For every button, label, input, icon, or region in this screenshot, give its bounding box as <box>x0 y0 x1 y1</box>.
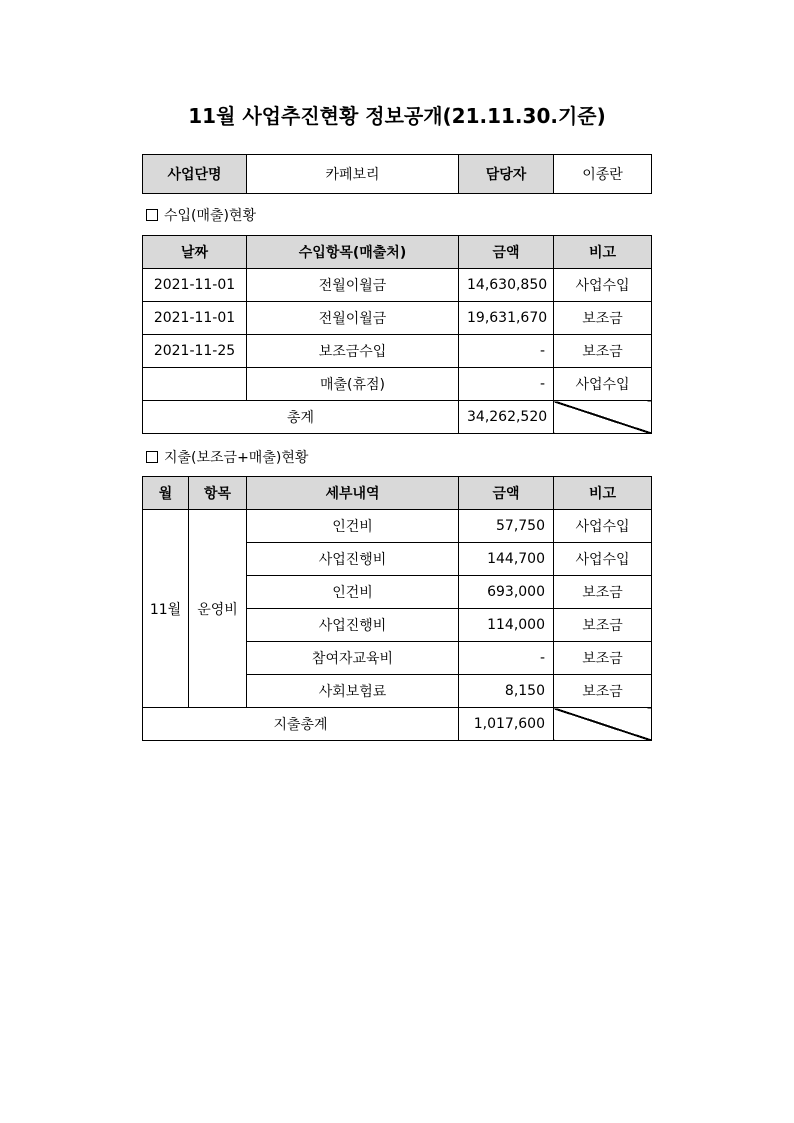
expense-note: 사업수입 <box>554 510 652 543</box>
diagonal-slash-cell <box>554 401 652 434</box>
expense-category: 운영비 <box>189 510 247 708</box>
income-header-row <box>143 236 652 269</box>
expense-note: 보조금 <box>554 609 652 642</box>
income-note: 보조금 <box>554 335 652 368</box>
expense-header-category: 항목 <box>189 477 247 510</box>
income-section-title: 수입(매출)현황 <box>164 208 257 224</box>
income-date: 2021-11-25 <box>143 335 247 368</box>
expense-detail: 인건비 <box>247 576 459 609</box>
checkbox-square-icon <box>146 451 158 463</box>
income-header-item: 수입항목(매출처) <box>247 236 459 269</box>
expense-detail: 사회보험료 <box>247 675 459 708</box>
expense-header-month: 월 <box>143 477 189 510</box>
income-item: 보조금수입 <box>247 335 459 368</box>
manager-label: 담당자 <box>459 155 554 194</box>
income-date <box>143 368 247 401</box>
expense-note: 보조금 <box>554 576 652 609</box>
expense-amount: 57,750 <box>459 510 554 543</box>
table-row <box>143 335 652 368</box>
income-amount: - <box>459 335 554 368</box>
expense-header-detail: 세부내역 <box>247 477 459 510</box>
expense-amount: 8,150 <box>459 675 554 708</box>
income-total-label: 총계 <box>143 401 459 434</box>
income-header-amount: 금액 <box>459 236 554 269</box>
expense-month: 11월 <box>143 510 189 708</box>
expense-total-amount: 1,017,600 <box>459 708 554 741</box>
expense-note: 보조금 <box>554 675 652 708</box>
income-amount: 19,631,670 <box>459 302 554 335</box>
business-name-value: 카페보리 <box>247 155 459 194</box>
income-total-amount: 34,262,520 <box>459 401 554 434</box>
income-table <box>142 235 652 434</box>
business-name-label: 사업단명 <box>143 155 247 194</box>
table-row <box>143 302 652 335</box>
income-item: 전월이월금 <box>247 302 459 335</box>
income-date: 2021-11-01 <box>143 302 247 335</box>
income-item: 전월이월금 <box>247 269 459 302</box>
manager-value: 이종란 <box>554 155 652 194</box>
expense-amount: 114,000 <box>459 609 554 642</box>
expense-section-heading <box>146 447 308 467</box>
expense-detail: 사업진행비 <box>247 609 459 642</box>
income-date: 2021-11-01 <box>143 269 247 302</box>
expense-detail: 인건비 <box>247 510 459 543</box>
income-item: 매출(휴점) <box>247 368 459 401</box>
expense-detail: 사업진행비 <box>247 543 459 576</box>
income-total-row <box>143 401 652 434</box>
table-row <box>143 510 652 543</box>
income-note: 사업수입 <box>554 269 652 302</box>
income-header-date: 날짜 <box>143 236 247 269</box>
expense-header-row <box>143 477 652 510</box>
income-amount: - <box>459 368 554 401</box>
business-info-table <box>142 154 652 194</box>
expense-note: 보조금 <box>554 642 652 675</box>
business-info-row <box>143 155 652 194</box>
diagonal-slash-cell <box>554 708 652 741</box>
checkbox-square-icon <box>146 209 158 221</box>
expense-table <box>142 476 652 741</box>
expense-header-note: 비고 <box>554 477 652 510</box>
expense-detail: 참여자교육비 <box>247 642 459 675</box>
expense-total-row <box>143 708 652 741</box>
income-note: 보조금 <box>554 302 652 335</box>
income-header-note: 비고 <box>554 236 652 269</box>
table-row <box>143 368 652 401</box>
expense-amount: - <box>459 642 554 675</box>
expense-section-title: 지출(보조금+매출)현황 <box>164 450 309 466</box>
expense-amount: 144,700 <box>459 543 554 576</box>
table-row <box>143 269 652 302</box>
expense-total-label: 지출총계 <box>143 708 459 741</box>
income-section-heading <box>146 205 256 225</box>
income-note: 사업수입 <box>554 368 652 401</box>
page-title: 11월 사업추진현황 정보공개(21.11.30.기준) <box>188 104 606 128</box>
expense-amount: 693,000 <box>459 576 554 609</box>
income-amount: 14,630,850 <box>459 269 554 302</box>
expense-header-amount: 금액 <box>459 477 554 510</box>
expense-note: 사업수입 <box>554 543 652 576</box>
